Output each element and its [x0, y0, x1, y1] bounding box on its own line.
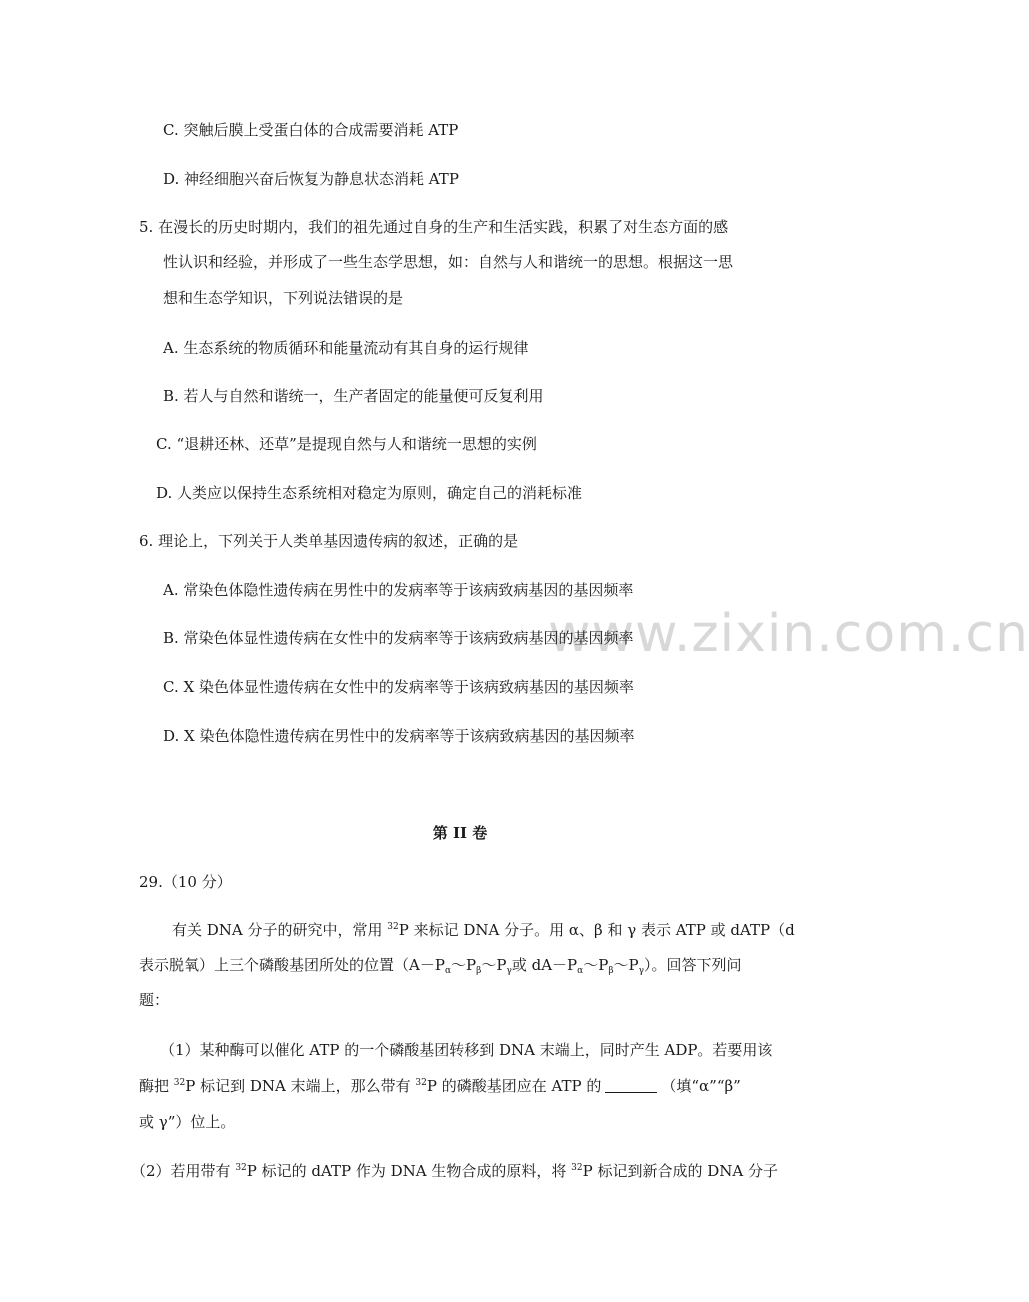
q29-p1-2c: P 的磷酸基团应在 ATP 的: [426, 1077, 602, 1095]
sub-beta: β: [476, 966, 482, 976]
q29-intro-line-2: [139, 955, 742, 975]
q29-intro-line-1: [172, 920, 795, 940]
q29-intro-2c: ）。回答下列问: [644, 956, 742, 974]
q29-part2-line-1: [131, 1161, 778, 1181]
q4-option-c: C. 突触后膜上受蛋白体的合成需要消耗 ATP: [163, 121, 459, 139]
watermark: www.zixin.com.cn: [548, 604, 1029, 664]
q29-p1-2b: P 标记到 DNA 末端上，那么带有: [185, 1077, 416, 1095]
tilde: ～: [613, 956, 629, 974]
q29-p2-1a: （2）若用带有: [131, 1162, 236, 1180]
q29-part1-line-1: （1）某种酶可以催化 ATP 的一个磷酸基团转移到 DNA 末端上，同时产生 ADP。若要用该: [160, 1041, 773, 1059]
isotope-sup: 32: [387, 922, 399, 932]
q5-option-d: D. 人类应以保持生态系统相对稳定为原则，确定自己的消耗标准: [156, 484, 583, 502]
sub-gamma: γ: [638, 966, 645, 976]
q5-stem-line-2: 性认识和经验，并形成了一些生态学思想，如：自然与人和谐统一的思想。根据这一思: [163, 253, 734, 271]
q6-option-c: C. X 染色体显性遗传病在女性中的发病率等于该病致病基因的基因频率: [163, 678, 634, 696]
tilde: ～: [481, 956, 497, 974]
q29-p2-1b: P 标记的 dATP 作为 DNA 生物合成的原料，将: [246, 1162, 572, 1180]
q5-option-a: A. 生态系统的物质循环和能量流动有其自身的运行规律: [163, 339, 529, 357]
answer-blank[interactable]: [605, 1078, 657, 1093]
isotope-sup: 32: [173, 1078, 186, 1088]
q4-option-d: D. 神经细胞兴奋后恢复为静息状态消耗 ATP: [163, 170, 459, 188]
q5-stem-line-3: 想和生态学知识，下列说法错误的是: [163, 289, 404, 307]
isotope-sup: 32: [571, 1163, 583, 1173]
q5-option-c: C. “退耕还林、还草”是提现自然与人和谐统一思想的实例: [156, 435, 537, 453]
tilde: ～: [583, 956, 599, 974]
q29-intro-2a: 表示脱氧）上三个磷酸基团所处的位置（A－P: [139, 956, 445, 974]
q6-option-a: A. 常染色体隐性遗传病在男性中的发病率等于该病致病基因的基因频率: [163, 581, 634, 599]
q29-p1-2d: （填“α”“β”: [661, 1077, 741, 1095]
sub-alpha: α: [444, 966, 452, 976]
isotope-sup: 32: [235, 1163, 247, 1173]
q6-option-b: B. 常染色体显性遗传病在女性中的发病率等于该病致病基因的基因频率: [163, 629, 634, 647]
p-letter: P: [496, 956, 507, 974]
q6-option-d: D. X 染色体隐性遗传病在男性中的发病率等于该病致病基因的基因频率: [163, 727, 635, 745]
tilde: ～: [451, 956, 467, 974]
q29-intro-1a: 有关 DNA 分子的研究中，常用: [172, 921, 388, 939]
p-letter: P: [466, 956, 477, 974]
p-letter: P: [598, 956, 609, 974]
q29-intro-line-3: 题：: [139, 991, 170, 1009]
q29-part1-line-2: [139, 1076, 741, 1096]
sub-gamma: γ: [506, 966, 512, 976]
isotope-sup: 32: [415, 1078, 427, 1088]
p-letter: P: [628, 956, 639, 974]
section-title: 第 II 卷: [432, 824, 488, 842]
q6-stem: 6. 理论上，下列关于人类单基因遗传病的叙述，正确的是: [139, 532, 519, 550]
q5-option-b: B. 若人与自然和谐统一，生产者固定的能量便可反复利用: [163, 387, 544, 405]
sub-beta: β: [608, 966, 614, 976]
q29-intro-2b: 或 dA－P: [511, 956, 578, 974]
sub-alpha: α: [577, 966, 584, 976]
q29-p2-1c: P 标记到新合成的 DNA 分子: [582, 1162, 779, 1180]
q29-header: 29.（10 分）: [139, 873, 232, 891]
q29-part1-line-3: 或 γ”）位上。: [139, 1113, 236, 1131]
q29-p1-2a: 酶把: [139, 1077, 174, 1095]
q29-intro-1b: P 来标记 DNA 分子。用 α、β 和 γ 表示 ATP 或 dATP（d: [398, 921, 795, 939]
q5-stem-line-1: 5. 在漫长的历史时期内，我们的祖先通过自身的生产和生活实践，积累了对生态方面的感: [139, 218, 729, 236]
